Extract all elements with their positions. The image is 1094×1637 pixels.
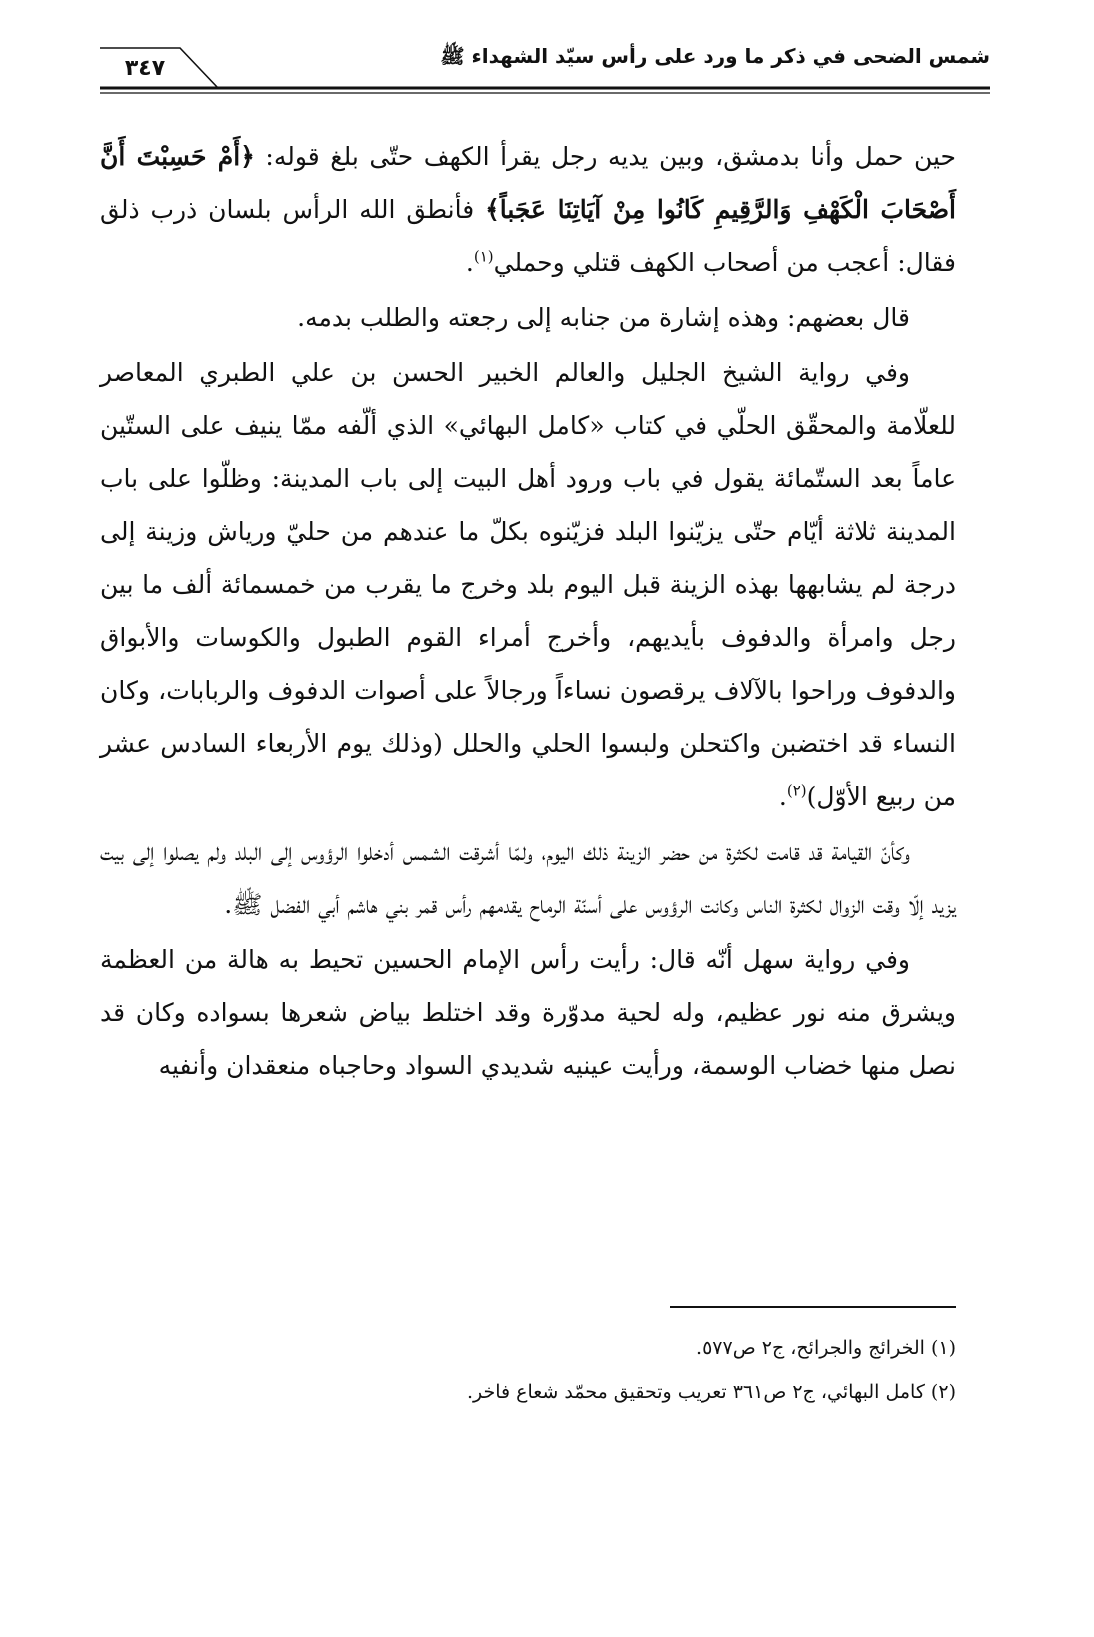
paragraph-1 bbox=[100, 130, 956, 289]
paragraph-1-text-a: حين حمل وأنا بدمشق، وبين يديه رجل يقرأ الكهف حتّى بلغ قوله: bbox=[254, 142, 956, 171]
page-number: ٣٤٧ bbox=[124, 56, 166, 81]
header-title: شمس الضحى في ذكر ما ورد على رأس سيّد الشهداء ﷺ bbox=[440, 44, 990, 68]
main-text bbox=[100, 130, 956, 1094]
footnote-1: (١) الخرائج والجرائح، ج٢ ص٥٧٧. bbox=[696, 1337, 956, 1359]
footnote-2: (٢) كامل البهائي، ج٢ ص٣٦١ تعريب وتحقيق محمّد شعاع فاخر. bbox=[466, 1381, 956, 1403]
footnotes bbox=[100, 1326, 956, 1414]
paragraph-3-text: وفي رواية الشيخ الجليل والعالم الخبير الحسن بن علي الطبري المعاصر للعلّامة والمحقّق الحلّي في كتاب «كامل البهائي» الذي ألّفه ممّا ينيف على الستّين عاماً بعد الستّمائة يقول في باب ورود أهل البيت إلى باب المدينة: وظلّوا على باب المدينة ثلاثة أيّام حتّى يزيّنوا البلد فزيّنوه بكلّ ما عندهم من حليّ ورياش وزينة إلى درجة لم يشابهها بهذه الزينة قبل اليوم بلد وخرج ما يقرب من خمسمائة ألف ما بين رجل وامرأة والدفوف بأيديهم، وأخرج أمراء القوم الطبول والكوسات والأبواق والدفوف وراحوا بالآلاف يرقصون نساءاً ورجالاً على أصوات الدفوف والربابات، وكان النساء قد اختضبن واكتحلن ولبسوا الحلي والحلل (وذلك يوم الأربعاء السادس عشر من ربيع الأوّل) bbox=[100, 358, 956, 811]
paragraph-1-end: . bbox=[465, 248, 474, 277]
paragraph-3-end: . bbox=[778, 782, 787, 811]
paragraph-4: وكأنّ القيامة قد قامت لكثرة من حضر الزينة ذلك اليوم، ولمّا أشرقت الشمس أدخلوا الرؤوس إلى البلد ولم يصلوا إلى بيت يزيد إلّا وقت الزوال لكثرة الناس وكانت الرؤوس على أسنّة الرماح يقدمهم رأس قمر بني هاشم أبي الفضل ﷺ. bbox=[100, 837, 956, 919]
footnote-ref-1[interactable]: (١) bbox=[473, 247, 494, 266]
footnote-separator bbox=[670, 1306, 956, 1308]
paragraph-3 bbox=[100, 346, 956, 823]
running-header bbox=[100, 38, 990, 102]
footnote-ref-2[interactable]: (٢) bbox=[786, 781, 807, 800]
paragraph-1-text-b: فأنطق الله الرأس بلسان ذرب ذلق فقال: أعجب من أصحاب الكهف قتلي وحملي bbox=[100, 195, 956, 277]
paragraph-2: قال بعضهم: وهذه إشارة من جنابه إلى رجعته والطلب بدمه. bbox=[297, 303, 910, 332]
paragraph-5: وفي رواية سهل أنّه قال: رأيت رأس الإمام الحسين تحيط به هالة من العظمة ويشرق منه نور عظيم، وله لحية مدوّرة وقد اختلط بياض شعرها بسواده وكان قد نصل منها خضاب الوسمة، ورأيت عينيه شديدي السواد وحاجباه منعقدان وأنفيه bbox=[100, 945, 956, 1080]
quran-verse: ﴿أَمْ حَسِبْتَ أَنَّ أَصْحَابَ الْكَهْفِ وَالرَّقِيمِ كَانُوا مِنْ آيَاتِنَا عَجَباً﴾ bbox=[100, 142, 956, 224]
